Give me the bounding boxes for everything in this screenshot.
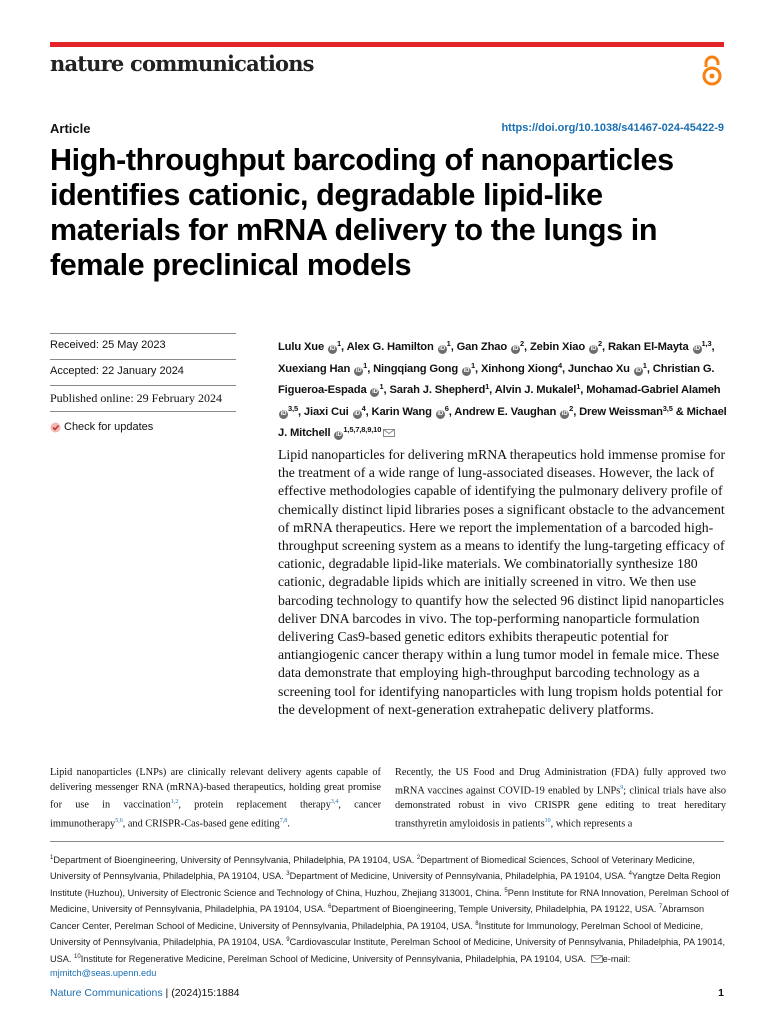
orcid-icon[interactable]: iD: [354, 410, 360, 417]
affiliation-number: 9: [286, 937, 290, 944]
orcid-icon[interactable]: iD: [439, 346, 445, 352]
author-affiliation: 1: [337, 339, 342, 348]
orcid-icon[interactable]: iD: [694, 346, 700, 352]
author-affiliation: 1: [446, 339, 451, 348]
author-name[interactable]: Ningqiang Gong: [373, 362, 459, 375]
intro-column-right: [395, 766, 726, 832]
reference-link[interactable]: 7,8: [279, 817, 288, 824]
check-updates-label: Check for updates: [64, 421, 154, 433]
author-affiliation: 1: [363, 360, 368, 370]
author-affiliation: 2: [598, 339, 603, 348]
affiliations-divider: [50, 841, 724, 842]
author: [579, 403, 684, 418]
reference-link[interactable]: 10: [544, 817, 551, 824]
affiliation-number: 1: [50, 855, 54, 861]
body-text: Recently, the US Food and Drug Administration (FDA) fully approved two mRNA vaccines against COVID-19 enabled by LNPs: [395, 767, 726, 797]
orcid-icon[interactable]: iD: [561, 410, 568, 417]
affiliation-number: 3: [286, 871, 290, 878]
orcid-icon[interactable]: iD: [329, 346, 336, 352]
affiliations: [50, 851, 730, 981]
author: [303, 403, 369, 418]
author: [371, 403, 452, 418]
affiliation-text: Institute for Immunology, Perelman School of Medicine, University of Pennsylvania, Philadelphia, PA 19104, USA.: [50, 920, 704, 948]
email-icon: [591, 955, 603, 963]
accepted-date: Accepted: 22 January 2024: [50, 359, 236, 385]
reference-link[interactable]: 9: [620, 784, 624, 791]
author-name[interactable]: Christian G. Figueroa-Espada: [278, 362, 715, 397]
article-title: High-throughput barcoding of nanoparticles identifies cationic, degradable lipid-like materials for mRNA delivery to the lungs in female preclinical models: [50, 143, 674, 282]
abstract: Lipid nanoparticles for delivering mRNA therapeutics hold immense promise for the treatment of a wide range of lung-associated diseases. However, the lack of effective methodologies capable of identifying the pulmonary delivery profile of chemically distinct lipid libraries poses a significant obstacle to the advancement of mRNA therapeutics. Here we report the implementation of a barcoded high-throughput screening system as a means to identify the lung-targeting efficacy of cationic, degradable lipid-like materials. We combinatorially synthesize 180 cationic, degradable lipids which are initially screened in vitro. We then use barcoding technology to quantify how the selected 96 distinct lipid nanoparticles deliver DNA barcodes in vivo. The top-performing nanoparticle formulation delivering Cas9-based genetic editors exhibits therapeutic potential for antiangiogenic cancer therapy within a lung tumor model in female mice. These data demonstrate that employing high-throughput barcoding technology as a screening tool for identifying nanoparticles with lung tropism holds potential for the development of next-generation extrahepatic delivery platforms.: [278, 447, 726, 717]
affiliation-text: Cardiovascular Institute, Perelman School of Medicine, University of Pennsylvania, Philadelphia, PA 19014, USA.: [50, 937, 726, 964]
footer-volume: | (2024)15:1884: [162, 987, 240, 999]
author-affiliation: 1: [642, 360, 647, 370]
author: [530, 341, 605, 353]
reference-link[interactable]: 1,2: [170, 799, 179, 806]
published-date: Published online: 29 February 2024: [50, 385, 236, 411]
author-name[interactable]: Karin Wang: [371, 405, 432, 418]
author-name[interactable]: Rakan El-Mayta: [607, 341, 689, 353]
affiliation-number: 7: [658, 904, 663, 911]
footer-journal-link[interactable]: Nature Communications: [50, 987, 163, 999]
page-number: 1: [718, 987, 724, 999]
author-name[interactable]: Drew Weissman: [579, 405, 663, 418]
affiliation-number: 2: [416, 855, 421, 861]
body-text: , and CRISPR-Cas-based gene editing: [122, 817, 280, 829]
author-affiliation: 2: [519, 339, 525, 348]
affiliation-number: 4: [628, 871, 632, 878]
author-separator: ,: [646, 362, 650, 375]
author-name[interactable]: Gan Zhao: [456, 341, 508, 353]
journal-name: nature communications: [50, 51, 314, 76]
author: [567, 360, 650, 375]
author-separator: ,: [450, 341, 454, 353]
orcid-icon[interactable]: iD: [463, 367, 470, 374]
body-text: , protein replacement therapy: [178, 799, 331, 811]
author-name[interactable]: Lulu Xue: [278, 341, 325, 353]
check-updates-icon: [50, 422, 61, 433]
reference-link[interactable]: 5,6: [115, 817, 123, 824]
author-affiliation: 4: [361, 403, 366, 413]
author-affiliation: 3,5: [288, 403, 298, 413]
doi-link[interactable]: https://doi.org/10.1038/s41467-024-45422-9: [501, 122, 724, 134]
author-separator: ,: [489, 384, 493, 397]
author-affiliation: 1: [576, 382, 581, 392]
author-name[interactable]: Xuexiang Han: [278, 362, 351, 375]
author-separator: ,: [711, 341, 715, 353]
affiliation-number: 5: [504, 887, 508, 894]
affiliation-text: Penn Institute for RNA Innovation, Perelman School of Medicine, University of Pennsylvania, Philadelphia, PA 19104, USA.: [50, 888, 729, 915]
author-name[interactable]: Junchao Xu: [567, 362, 630, 375]
author-separator: ,: [365, 405, 369, 418]
reference-link[interactable]: 3,4: [330, 799, 339, 806]
body-text: ; clinical trials have also demonstrated robust in vivo CRISPR gene editing to treat hereditary transthyretin amyloidosis in patients: [395, 785, 727, 829]
author-separator: ,: [573, 405, 577, 418]
author-separator: ,: [297, 405, 301, 418]
received-date: Received: 25 May 2023: [50, 333, 236, 359]
author-separator: ,: [383, 384, 387, 397]
author-separator: ,: [475, 362, 478, 375]
orcid-icon[interactable]: iD: [372, 389, 378, 396]
author: [454, 403, 577, 418]
author-separator: ,: [367, 362, 371, 375]
author-name[interactable]: Alex G. Hamilton: [346, 341, 434, 353]
article-type-label: Article: [50, 121, 91, 136]
intro-column-left: [50, 766, 381, 832]
affiliation-text: Department of Bioengineering, University of Pennsylvania, Philadelphia, PA 19104, USA.: [53, 855, 417, 866]
check-updates-button[interactable]: [50, 411, 236, 437]
orcid-icon[interactable]: iD: [635, 367, 642, 374]
author: [389, 384, 492, 396]
author-name[interactable]: Michael J. Mitchell: [278, 405, 727, 440]
orcid-icon[interactable]: iD: [336, 432, 342, 439]
author-name[interactable]: Andrew E. Vaughan: [454, 405, 557, 418]
body-text: .: [287, 817, 290, 829]
journal-red-bar: [50, 42, 724, 47]
open-access-icon[interactable]: [699, 53, 725, 87]
affiliation-text: Department of Biomedical Sciences, School of Veterinary Medicine, University of Pennsylvania, Philadelphia, PA 19104, USA.: [50, 855, 695, 882]
orcid-icon[interactable]: iD: [437, 410, 444, 417]
author: [278, 341, 344, 353]
author-separator: ,: [448, 405, 452, 418]
body-text: , which represents a: [550, 817, 633, 829]
article-history: [50, 333, 236, 437]
affiliation-number: 8: [475, 920, 479, 927]
author-separator: &: [672, 405, 684, 418]
author-affiliation: 1: [485, 382, 490, 392]
author-name[interactable]: Zebin Xiao: [529, 341, 586, 353]
affiliation-text: Abramson Cancer Center, Perelman School of Medicine, University of Pennsylvania, Philadelphia, PA 19104, USA.: [50, 904, 705, 931]
corresponding-email-link[interactable]: mjmitch@seas.upenn.edu: [50, 968, 157, 979]
affiliation-number: 6: [328, 904, 332, 911]
orcid-icon[interactable]: iD: [280, 410, 287, 417]
body-text: Lipid nanoparticles (LNPs) are clinically relevant delivery agents capable of delivering messenger RNA (mRNA)-based therapeutics, holding great promise for use in vaccination: [50, 767, 381, 811]
author-separator: ,: [524, 341, 527, 353]
author-affiliation: 2: [569, 403, 574, 413]
email-icon[interactable]: [383, 429, 395, 437]
author-name[interactable]: Mohamad-Gabriel Alameh: [586, 384, 721, 397]
author: [457, 341, 527, 353]
author-name[interactable]: Sarah J. Shepherd: [389, 384, 486, 397]
author: [480, 360, 565, 375]
email-label: e-mail:: [602, 953, 631, 964]
author-name[interactable]: Jiaxi Cui: [303, 405, 349, 418]
author-list: [278, 335, 730, 443]
affiliation-text: Department of Bioengineering, Temple University, Philadelphia, PA 19122, USA.: [331, 904, 659, 915]
affiliation-text: Institute for Regenerative Medicine, Perelman School of Medicine, University of Pennsylvania, Philadelphia, PA 19104, USA.: [80, 953, 589, 964]
author-affiliation: 3,5: [662, 403, 673, 413]
author-separator: ,: [580, 384, 584, 397]
author: [608, 341, 715, 353]
author-affiliation: 1,3: [701, 339, 712, 348]
author: [373, 360, 478, 375]
author-name[interactable]: Xinhong Xiong: [480, 362, 558, 375]
orcid-icon[interactable]: iD: [512, 346, 519, 352]
affiliation-number: 10: [74, 953, 81, 960]
author: [278, 360, 371, 375]
author-name[interactable]: Alvin J. Mukalel: [494, 384, 577, 397]
orcid-icon[interactable]: iD: [355, 367, 362, 374]
author-separator: ,: [561, 362, 565, 375]
author: [347, 341, 454, 353]
affiliation-text: Department of Medicine, University of Pennsylvania, Philadelphia, PA 19104, USA.: [289, 871, 629, 882]
author-affiliation: 6: [444, 403, 449, 413]
affiliation-text: Yangtze Delta Region Institute (Huzhou), University of Electronic Science and Technology of China, Huzhou, Zhejiang 313001, China.: [50, 871, 721, 898]
author-affiliation: 4: [557, 360, 562, 370]
author-separator: ,: [341, 341, 345, 353]
author: [495, 384, 584, 396]
author-separator: ,: [602, 341, 605, 353]
author-affiliation: 1: [379, 382, 384, 392]
orcid-icon[interactable]: iD: [590, 346, 597, 352]
author-affiliation: 1,5,7,8,9,10: [343, 425, 382, 435]
body-text: , cancer immunotherapy: [50, 799, 381, 829]
author-affiliation: 1: [471, 360, 476, 370]
footer-citation: [50, 987, 240, 999]
